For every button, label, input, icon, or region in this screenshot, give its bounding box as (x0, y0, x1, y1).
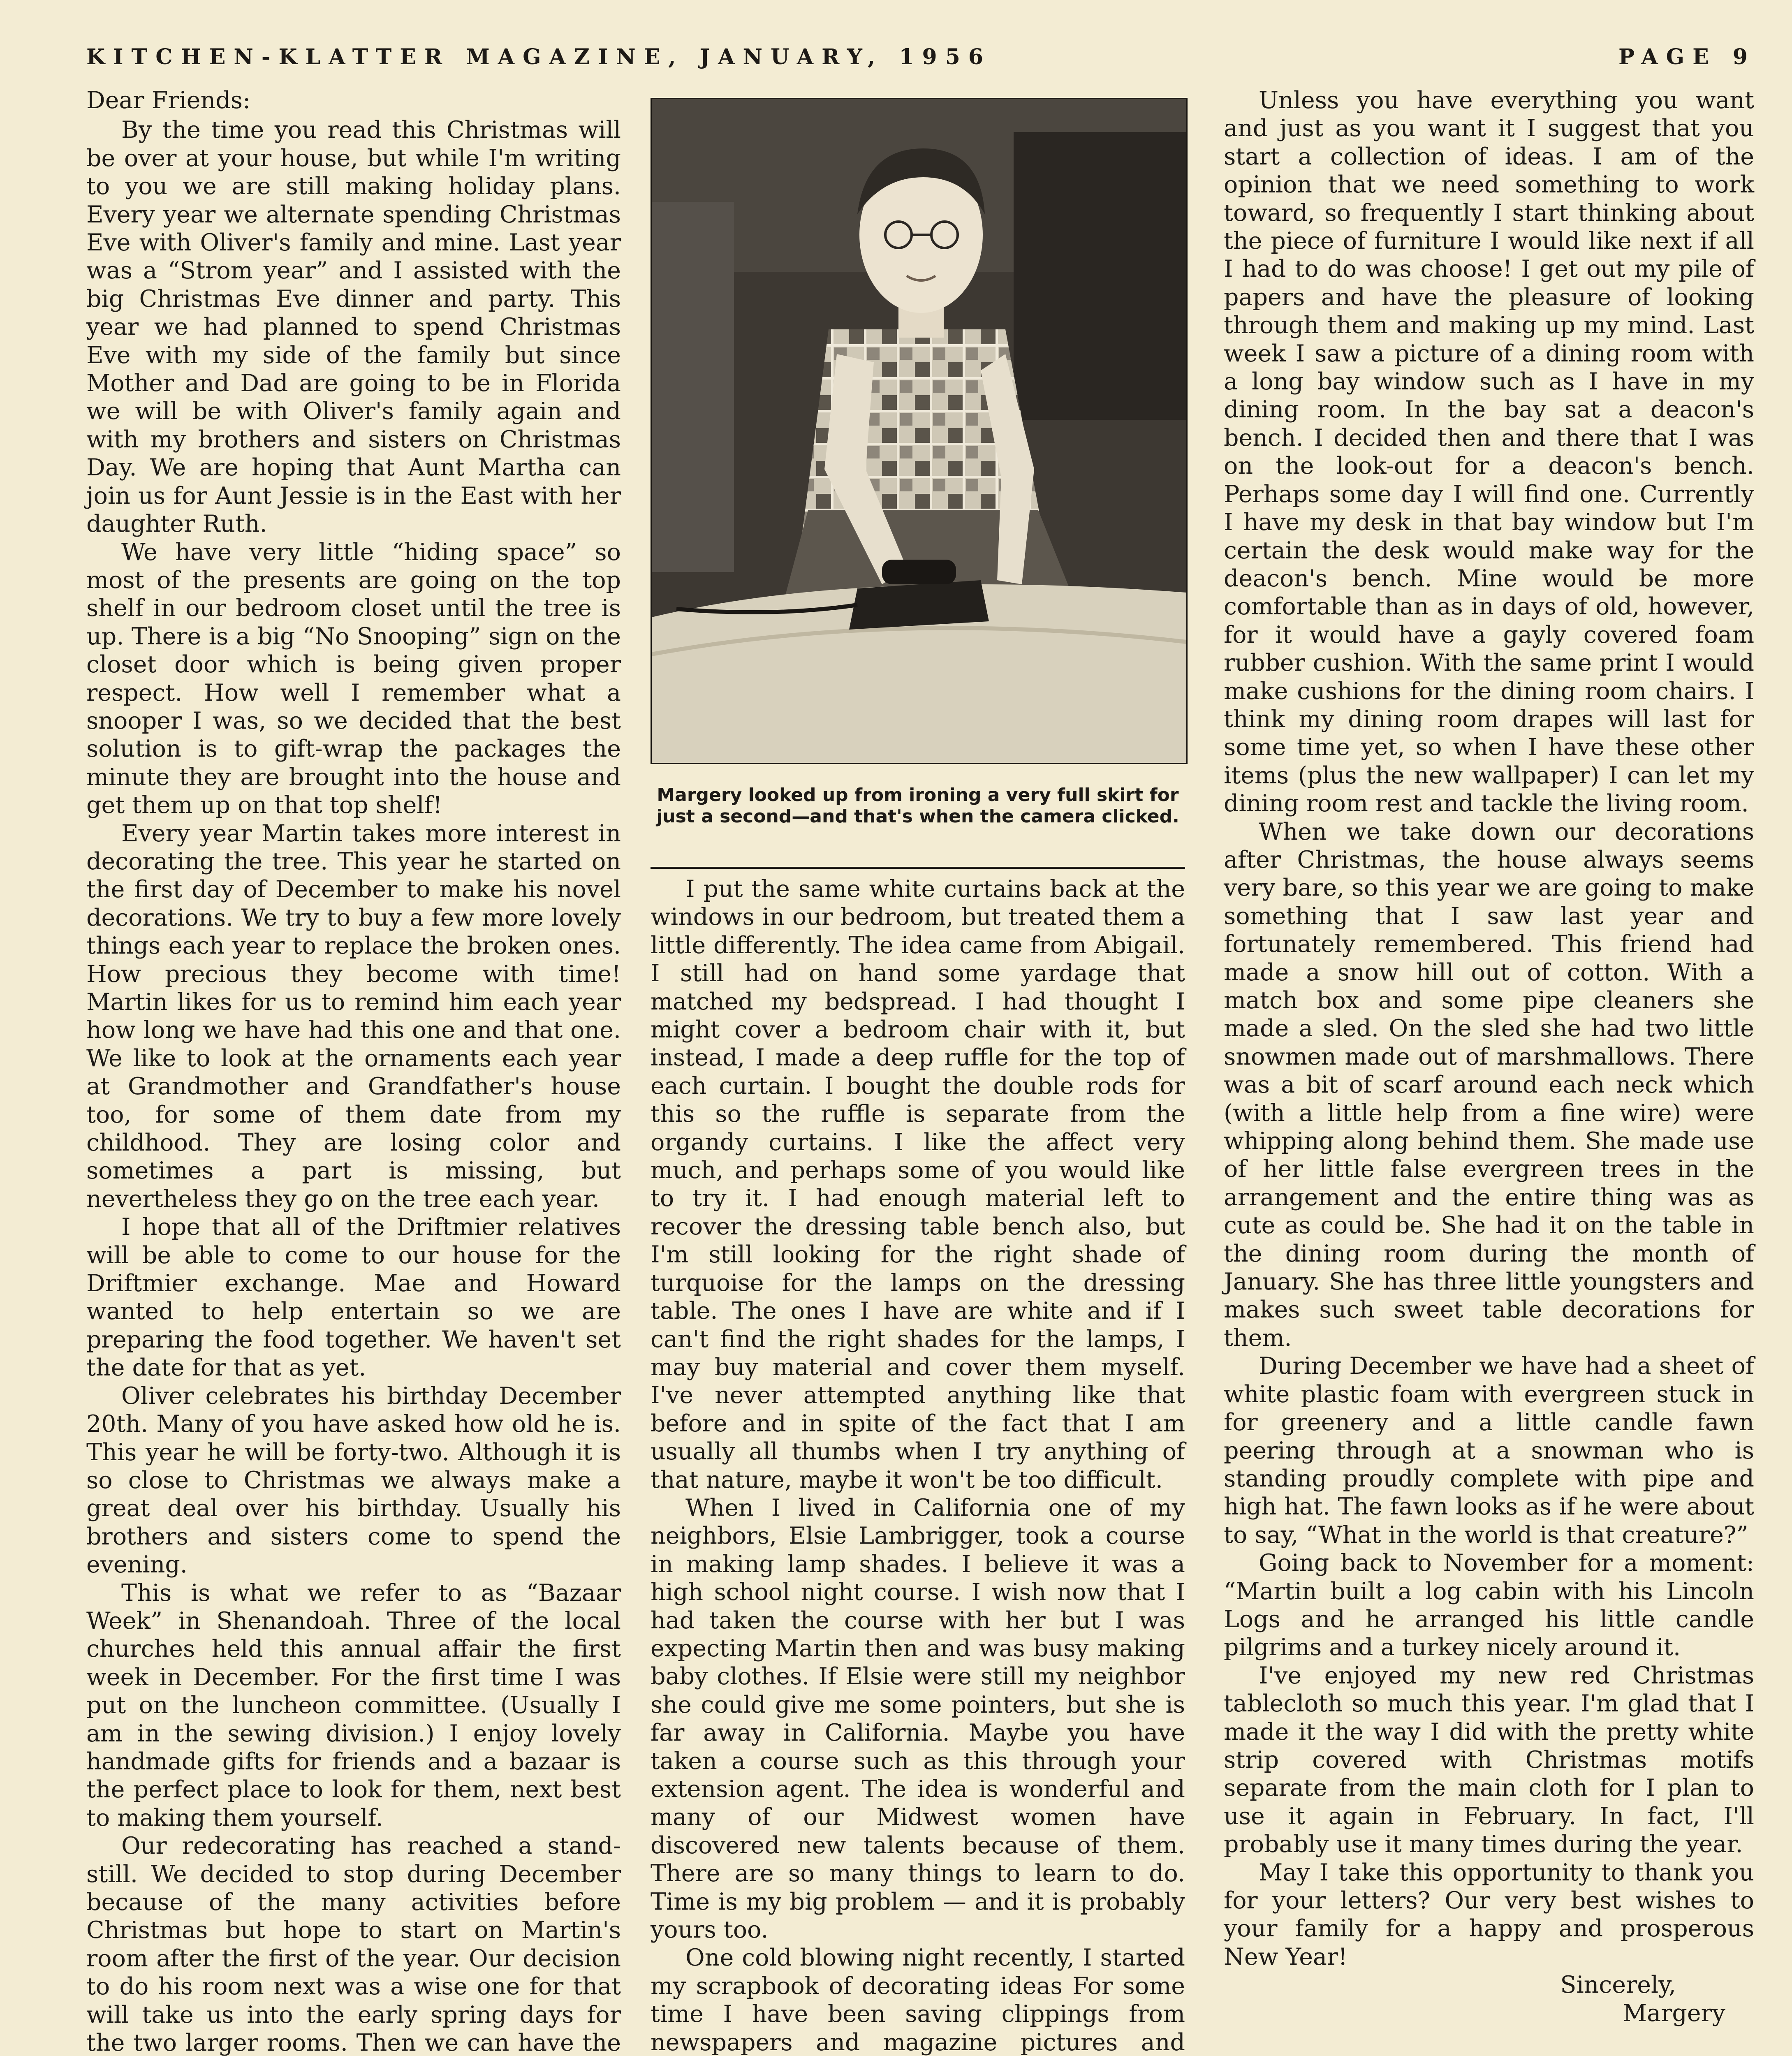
column-2 (651, 875, 1185, 2056)
paragraph: When I lived in California one of my neighbors, Elsie Lambrigger, took a course in making lamp shades. I believe it was a high school night course. I wish now that I had taken the course with her but I was expecting Martin then and was busy making baby clothes. If Elsie were still my neighbor she could give me some pointers, but she is far away in California. Maybe you have taken a course such as this through your extension agent. The idea is wonderful and many of our Midwest women have discovered new talents because of them. There are so many things to learn to do. Time is my big problem — and it is probably yours too. (651, 1494, 1185, 1944)
running-head (86, 44, 1756, 77)
paragraph: Every year Martin takes more interest in decorating the tree. This year he started on the first day of December to make his novel decorations. We try to buy a few more lovely things each year to replace the broken ones. How precious they become with time! Martin likes for us to remind him each year how long we have had this one and that one. We like to look at the ornaments each year at Grandmother and Grandfather's house too, for some of them date from my childhood. They are losing color and sometimes a part is missing, but nevertheless they go on the tree each year. (86, 820, 621, 1213)
paragraph: Oliver celebrates his birthday December 20th. Many of you have asked how old he is. This year he will be forty-two. Although it is so close to Christmas we always make a great deal over his birthday. Usually his brothers and sisters come to spend the evening. (86, 1382, 621, 1579)
letter-greeting: Dear Friends: (86, 87, 251, 114)
paragraph: Unless you have everything you want and just as you want it I suggest that you start a collection of ideas. I am of the opinion that we need something to work toward, so frequently I start thinking about the piece of furniture I would like next if all I had to do was choose! I get out my pile of papers and have the pleasure of looking through them and making up my mind. Last week I saw a picture of a dining room with a long bay window such as I have in my dining room. In the bay sat a deacon's bench. I decided then and there that I was on the look-out for a deacon's bench. Perhaps some day I will find one. Currently I have my desk in that bay window but I'm certain the desk would make way for the deacon's bench. Mine would be more comfortable than as in days of old, however, for it would have a gayly covered foam rubber cushion. With the same print I would make cushions for the dining room chairs. I think my dining room drapes will last for some time yet, so when I have these other items (plus the new wallpaper) I can let my dining room rest and tackle the living room. (1224, 87, 1754, 817)
letter-signature: Margery (1623, 1999, 1725, 2027)
paragraph: We have very little “hiding space” so most of the presents are going on the top shelf in our bedroom closet until the tree is up. There is a big “No Snooping” sign on the closet door which is being given proper respect. How well I remember what a snooper I was, so we decided that the best solution is to gift-wrap the packages the minute they are brought into the house and get them up on that top shelf! (86, 538, 621, 819)
page-number: PAGE 9 (1618, 44, 1756, 69)
column-1 (86, 86, 621, 2056)
masthead: KITCHEN-KLATTER MAGAZINE, JANUARY, 1956 (86, 44, 992, 69)
paragraph: During December we have had a sheet of white plastic foam with evergreen stuck in for greenery and a little candle fawn peering through at a snowman who is standing proudly complete with pipe and high hat. The fawn looks as if he were about to say, “What in the world is that creature?” (1224, 1352, 1754, 1549)
paragraph: This is what we refer to as “Bazaar Week” in Shenandoah. Three of the local churches held this annual affair the first week in December. For the first time I was put on the luncheon committee. (Usually I am in the sewing division.) I enjoy lovely handmade gifts for friends and a bazaar is the perfect place to look for them, next best to making them yourself. (86, 1579, 621, 1831)
photo-margery-ironing (651, 98, 1188, 764)
paragraph: By the time you read this Christmas will be over at your house, but while I'm writing to you we are still making holiday plans. Every year we alternate spending Christmas Eve with Oliver's family and mine. Last year was a “Strom year” and I assisted with the big Christmas Eve dinner and party. This year we had planned to spend Christmas Eve with my side of the family but since Mother and Dad are going to be in Florida we will be with Oliver's family again and with my brothers and sisters on Christmas Day. We are hoping that Aunt Martha can join us for Aunt Jessie is in the East with her daughter Ruth. (86, 116, 621, 538)
paragraph: I hope that all of the Driftmier relatives will be able to come to our house for the Driftmier exchange. Mae and Howard wanted to help entertain so we are preparing the food together. We haven't set the date for that as yet. (86, 1213, 621, 1382)
caption-rule (651, 867, 1185, 869)
letter-closing: Sincerely, (1560, 1971, 1676, 1999)
paragraph: I've enjoyed my new red Christmas tablecloth so much this year. I'm glad that I made it the way I did with the pretty white strip covered with Christmas motifs separate from the main cloth for I plan to use it again in February. In fact, I'll probably use it many times during the year. (1224, 1662, 1754, 1858)
paragraph: One cold blowing night recently, I started my scrapbook of decorating ideas For some time I have been saving clippings from newspapers and magazine pictures and (651, 1944, 1185, 2056)
paragraph: May I take this opportunity to thank you for your letters? Our very best wishes to your family for a happy and prosperous New Year! (1224, 1859, 1754, 1970)
paragraph: When we take down our decorations after Christmas, the house always seems very bare, so this year we are going to make something that I saw last year and fortunately remembered. This friend had made a snow hill out of cotton. With a match box and some pipe cleaners she made a sled. On the sled she had two little snowmen made out of marshmallows. There was a bit of scarf around each neck which (with a little help from a fine wire) were whipping along behind them. She made use of her little false evergreen trees in the arrangement and the entire thing was as cute as could be. She had it on the table in the dining room during the month of January. She has three little youngsters and makes such sweet table decorations for them. (1224, 818, 1754, 1352)
paragraph: I put the same white curtains back at the windows in our bedroom, but treated them a little differently. The idea came from Abigail. I still had on hand some yardage that matched my bedspread. I had thought I might cover a bedroom chair with it, but instead, I made a deep ruffle for the top of each curtain. I bought the double rods for this so the ruffle is separate from the organdy curtains. I like the affect very much, and perhaps some of you would like to try it. I had enough material left to recover the dressing table bench also, but I'm still looking for the right shade of turquoise for the lamps on the dressing table. The ones I have are white and if I can't find the right shades for the lamps, I may buy material and cover them myself. I've never attempted anything like that before and in spite of the fact that I am usually all thumbs when I try anything of that nature, maybe it won't be too difficult. (651, 875, 1185, 1493)
column-3 (1224, 86, 1754, 2056)
paragraph: Going back to November for a moment: “Martin built a log cabin with his Lincoln Logs and he arranged his little candle pilgrims and a turkey nicely around it. (1224, 1549, 1754, 1661)
paragraph: Our redecorating has reached a stand-still. We decided to stop during December because of the many activities before Christmas but hope to start on Martin's room after the first of the year. Our decision to do his room next was a wise one for that will take us into the early spring days for the two larger rooms. Then we can have the (86, 1832, 621, 2056)
photo-caption: Margery looked up from ironing a very full skirt for just a second—and that's when the camera clicked. (656, 785, 1179, 827)
photo-illustration (652, 99, 1186, 763)
